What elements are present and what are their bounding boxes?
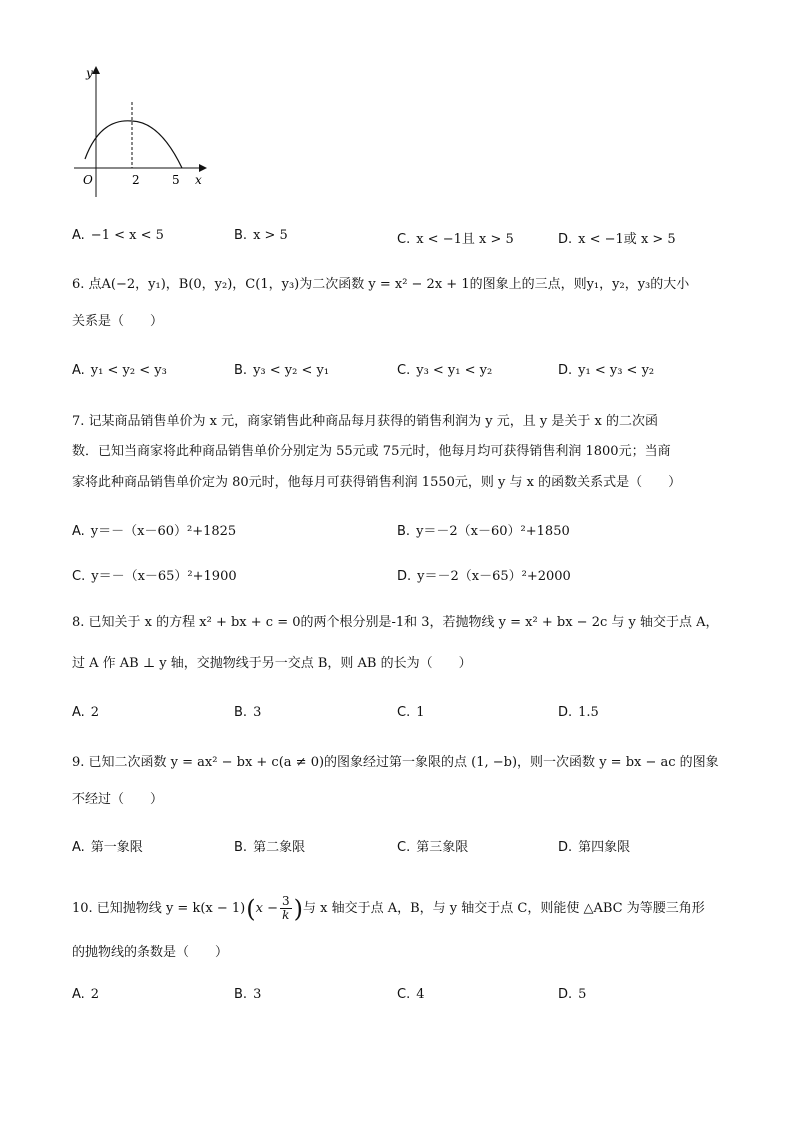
option-label: C. bbox=[397, 232, 411, 247]
q8-option-d[interactable] bbox=[558, 705, 599, 720]
fraction-denominator: k bbox=[282, 908, 290, 922]
option-label: D. bbox=[558, 705, 573, 720]
q10-option-c[interactable] bbox=[397, 987, 425, 1002]
q10-stem-line1 bbox=[72, 895, 705, 922]
q7-option-c[interactable] bbox=[72, 565, 237, 584]
option-label: C. bbox=[397, 705, 411, 720]
parabola-curve bbox=[85, 121, 182, 168]
q8-option-a[interactable] bbox=[72, 705, 99, 720]
option-label: D. bbox=[397, 569, 412, 584]
option-text: 3 bbox=[253, 705, 262, 720]
q9-stem-line1: 9. 已知二次函数 y = ax² − bx + c(a ≠ 0)的图象经过第一象限的点 (1, −b)，则一次函数 y = bx − ac 的图象 bbox=[72, 755, 719, 770]
option-label: A. bbox=[72, 228, 85, 243]
q10-stem-line2: 的抛物线的条数是（ ） bbox=[72, 945, 229, 960]
q6-stem-line2: 关系是（ ） bbox=[72, 314, 164, 329]
option-text: 5 bbox=[578, 987, 587, 1002]
option-label: D. bbox=[558, 987, 573, 1002]
x-axis-label: x bbox=[195, 173, 202, 187]
option-text: x < −1或 x > 5 bbox=[578, 232, 676, 247]
q10-x-minus: x − bbox=[255, 900, 278, 916]
q7-option-a[interactable] bbox=[72, 520, 236, 539]
q8-option-b[interactable] bbox=[234, 705, 261, 720]
option-text: y₁ < y₂ < y₃ bbox=[90, 363, 167, 378]
q7-stem-line3: 家将此种商品销售单价定为 80元时，他每月可获得销售利润 1550元，则 y 与 x 的函数关系式是（ ） bbox=[72, 475, 682, 490]
q7-option-d[interactable] bbox=[397, 565, 571, 584]
q6-option-a[interactable] bbox=[72, 363, 167, 378]
option-label: B. bbox=[234, 363, 248, 378]
y-axis-arrow bbox=[92, 66, 100, 74]
option-text: x > 5 bbox=[253, 228, 288, 243]
q5-option-c[interactable] bbox=[397, 228, 514, 247]
option-label: B. bbox=[234, 705, 248, 720]
option-label: A. bbox=[72, 363, 85, 378]
q10-option-d[interactable] bbox=[558, 987, 586, 1002]
option-label: A. bbox=[72, 524, 85, 539]
option-label: D. bbox=[558, 232, 573, 247]
q9-option-c[interactable] bbox=[397, 836, 468, 855]
option-text: x < −1且 x > 5 bbox=[416, 232, 514, 247]
q6-option-b[interactable] bbox=[234, 363, 329, 378]
q9-option-a[interactable] bbox=[72, 836, 143, 855]
q9-stem-line2: 不经过（ ） bbox=[72, 792, 164, 807]
q10-stem-suffix: 与 x 轴交于点 A，B，与 y 轴交于点 C，则能使 △ABC 为等腰三角形 bbox=[302, 900, 705, 916]
origin-label: O bbox=[83, 173, 93, 187]
option-text: 1 bbox=[416, 705, 425, 720]
q8-stem-line2: 过 A 作 AB ⊥ y 轴，交抛物线于另一交点 B，则 AB 的长为（ ） bbox=[72, 656, 472, 671]
option-label: C. bbox=[397, 363, 411, 378]
q5-option-d[interactable] bbox=[558, 228, 676, 247]
q10-option-a[interactable] bbox=[72, 987, 99, 1002]
option-text: 第三象限 bbox=[416, 840, 469, 855]
option-text: y₃ < y₂ < y₁ bbox=[253, 363, 330, 378]
q8-stem-line1: 8. 已知关于 x 的方程 x² + bx + c = 0的两个根分别是-1和 3，若抛物线 y = x² + bx − 2c 与 y 轴交于点 A， bbox=[72, 615, 719, 630]
q7-stem-line2: 数．已知当商家将此种商品销售单价分别定为 55元或 75元时，他每月均可获得销售利润 1800元；当商 bbox=[72, 444, 671, 459]
tick-label-5: 5 bbox=[172, 173, 180, 187]
option-text: y₁ < y₃ < y₂ bbox=[578, 363, 655, 378]
option-label: A. bbox=[72, 840, 85, 855]
option-label: D. bbox=[558, 840, 573, 855]
x-axis-arrow bbox=[199, 164, 207, 172]
q6-option-c[interactable] bbox=[397, 363, 492, 378]
option-text: y＝－2（x－60）²+1850 bbox=[416, 524, 570, 539]
q8-option-c[interactable] bbox=[397, 705, 425, 720]
option-label: B. bbox=[234, 840, 248, 855]
option-text: y＝－（x－65）²+1900 bbox=[91, 569, 237, 584]
option-text: 2 bbox=[90, 987, 100, 1002]
option-label: B. bbox=[397, 524, 411, 539]
option-text: 4 bbox=[416, 987, 425, 1002]
option-text: 2 bbox=[90, 705, 100, 720]
q6-stem-line1: 6. 点A(−2，y₁)，B(0，y₂)，C(1，y₃)为二次函数 y = x² − 2x + 1的图象上的三点，则y₁，y₂，y₃的大小 bbox=[72, 277, 690, 292]
option-text: 第二象限 bbox=[253, 840, 306, 855]
option-label: B. bbox=[234, 228, 248, 243]
q6-option-d[interactable] bbox=[558, 363, 654, 378]
option-text: −1 < x < 5 bbox=[90, 228, 164, 243]
option-label: C. bbox=[397, 987, 411, 1002]
q10-stem-prefix: 10. 已知抛物线 y = k(x − 1) bbox=[72, 900, 246, 916]
q10-close-paren: ) bbox=[293, 894, 303, 923]
option-text: 1.5 bbox=[578, 705, 599, 720]
option-text: y＝－（x－60）²+1825 bbox=[90, 524, 237, 539]
option-label: B. bbox=[234, 987, 248, 1002]
option-label: C. bbox=[72, 569, 86, 584]
parabola-graph bbox=[70, 62, 210, 202]
q7-option-b[interactable] bbox=[397, 520, 570, 539]
q10-option-b[interactable] bbox=[234, 987, 261, 1002]
q9-option-b[interactable] bbox=[234, 836, 305, 855]
option-text: 3 bbox=[253, 987, 262, 1002]
option-label: D. bbox=[558, 363, 573, 378]
q9-option-d[interactable] bbox=[558, 836, 630, 855]
option-label: A. bbox=[72, 987, 85, 1002]
option-text: 第一象限 bbox=[90, 840, 143, 855]
q7-stem-line1: 7. 记某商品销售单价为 x 元，商家销售此种商品每月获得的销售利润为 y 元，且 y 是关于 x 的二次函 bbox=[72, 414, 658, 429]
tick-label-2: 2 bbox=[132, 173, 140, 187]
q10-fraction bbox=[280, 895, 292, 922]
option-label: C. bbox=[397, 840, 411, 855]
option-text: 第四象限 bbox=[578, 840, 631, 855]
fraction-numerator: 3 bbox=[281, 894, 290, 908]
option-text: y＝－2（x－65）²+2000 bbox=[417, 569, 571, 584]
option-label: A. bbox=[72, 705, 85, 720]
y-axis-label: y bbox=[86, 66, 93, 80]
q5-option-b[interactable] bbox=[234, 228, 288, 243]
q5-option-a[interactable] bbox=[72, 228, 164, 243]
option-text: y₃ < y₁ < y₂ bbox=[416, 363, 493, 378]
q10-open-paren: ( bbox=[246, 894, 256, 923]
